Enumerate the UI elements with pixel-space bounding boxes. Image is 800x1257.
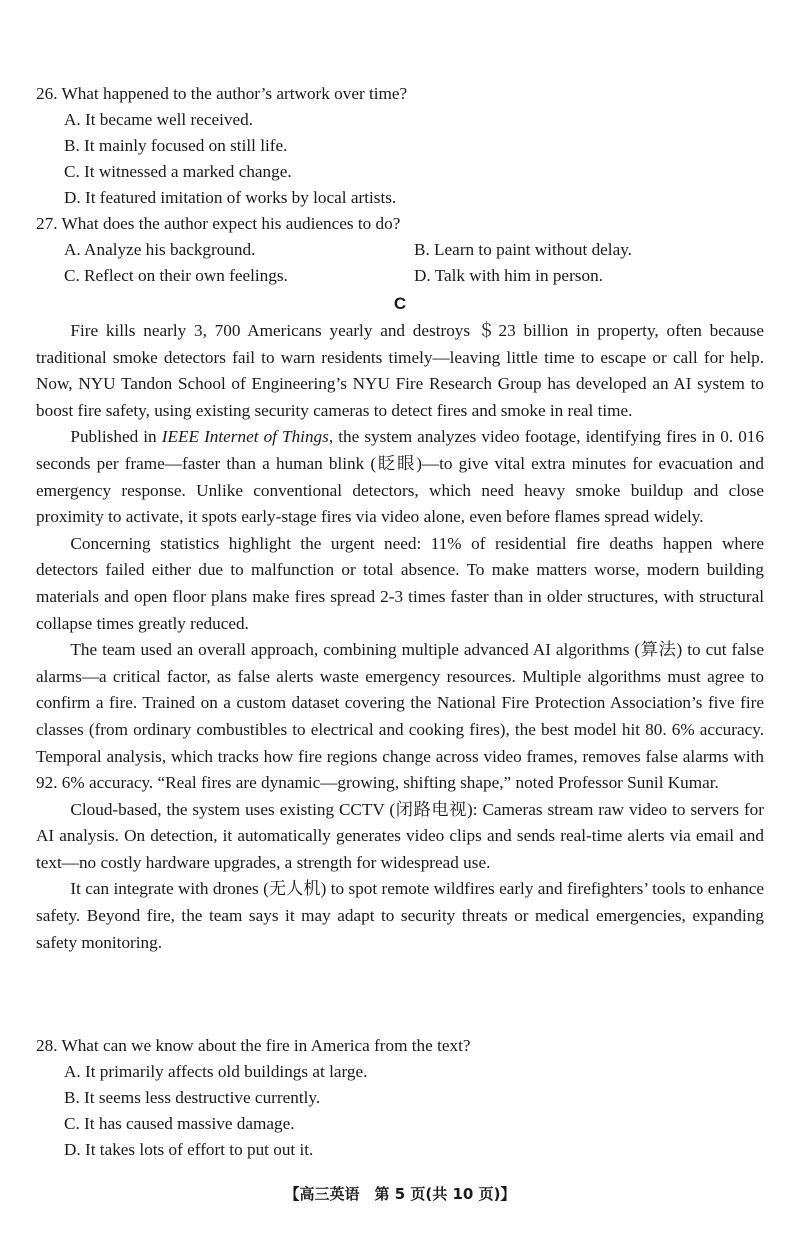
passage-paragraph-4: The team used an overall approach, combining multiple advanced AI algorithms (算法) to cut false alarms—a critical factor, as false alerts waste emergency resources. Multiple algorithms must agree to confirm a fire. Trained on a custom dataset covering the National Fire Protection Association’s five fire classes (from ordinary combustibles to electrical and cooking fires), the best model hit 80. 6% accuracy. Temporal analysis, which tracks how fire regions change across video frames, removes false alarms with 92. 6% accuracy. “Real fires are dynamic—growing, shifting shape,” noted Professor Sunil Kumar.: [36, 640, 764, 793]
question-28-option-d: D. It takes lots of effort to put out it.: [64, 1140, 314, 1159]
question-28-option-c: C. It has caused massive damage.: [64, 1114, 295, 1133]
question-27-option-c: C. Reflect on their own feelings.: [64, 266, 288, 285]
question-26-option-c: C. It witnessed a marked change.: [64, 162, 292, 181]
paragraph-2-body: , the system analyzes video footage, identifying fires in 0. 016 seconds per frame—faster than a human blink (眨眼)—to give vital extra minutes for evacuation and emergency response. Unlike conventional detectors, which need heavy smoke buildup and close proximity to activate, it spots early-stage fires via video alone, even before flames spread widely.: [36, 427, 764, 527]
question-26-option-d: D. It featured imitation of works by local artists.: [64, 188, 397, 207]
passage-paragraph-5: Cloud-based, the system uses existing CCTV (闭路电视): Cameras stream raw video to servers for AI analysis. On detection, it automatically generates video clips and sends real-time alerts via email and text—no costly hardware upgrades, a strength for widespread use.: [36, 799, 764, 872]
journal-title: IEEE Internet of Things: [161, 427, 329, 447]
passage-paragraph-2: [36, 424, 764, 530]
question-26-option-b: B. It mainly focused on still life.: [64, 136, 288, 155]
question-28-option-b: B. It seems less destructive currently.: [64, 1088, 321, 1107]
question-27-option-b: B. Learn to paint without delay.: [414, 240, 632, 259]
question-27-option-a: A. Analyze his background.: [64, 240, 256, 259]
passage-paragraph-3: Concerning statistics highlight the urgent need: 11% of residential fire deaths happen where detectors failed either due to malfunction or total absence. To make matters worse, modern building materials and open floor plans make fires spread 2-3 times faster than in older structures, with structural collapse times greatly reduced.: [36, 533, 764, 633]
paragraph-2-intro: Published in: [70, 427, 162, 447]
question-27-stem: 27. What does the author expect his audiences to do?: [36, 214, 401, 233]
reading-passage-c: [36, 318, 764, 956]
question-27-option-d: D. Talk with him in person.: [414, 266, 603, 285]
passage-paragraph-1: Fire kills nearly 3, 700 Americans yearly and destroys ＄23 billion in property, often because traditional smoke detectors fail to warn residents timely—leaving little time to escape or call for help. Now, NYU Tandon School of Engineering’s NYU Fire Research Group has developed an AI system to boost fire safety, using existing security cameras to detect fires and smoke in real time.: [36, 321, 764, 420]
question-28-stem: 28. What can we know about the fire in America from the text?: [36, 1036, 471, 1055]
passage-paragraph-6: It can integrate with drones (无人机) to spot remote wildfires early and firefighters’ tools to enhance safety. Beyond fire, the team says it may adapt to security threats or medical emergencies, expanding safety monitoring.: [36, 879, 764, 952]
page-footer: 【高三英语 第 5 页(共 10 页)】: [284, 1185, 516, 1203]
section-c-heading: C: [393, 294, 407, 313]
question-26-stem: 26. What happened to the author’s artwork over time?: [36, 84, 408, 103]
question-28-option-a: A. It primarily affects old buildings at large.: [64, 1062, 368, 1081]
question-26-option-a: A. It became well received.: [64, 110, 253, 129]
